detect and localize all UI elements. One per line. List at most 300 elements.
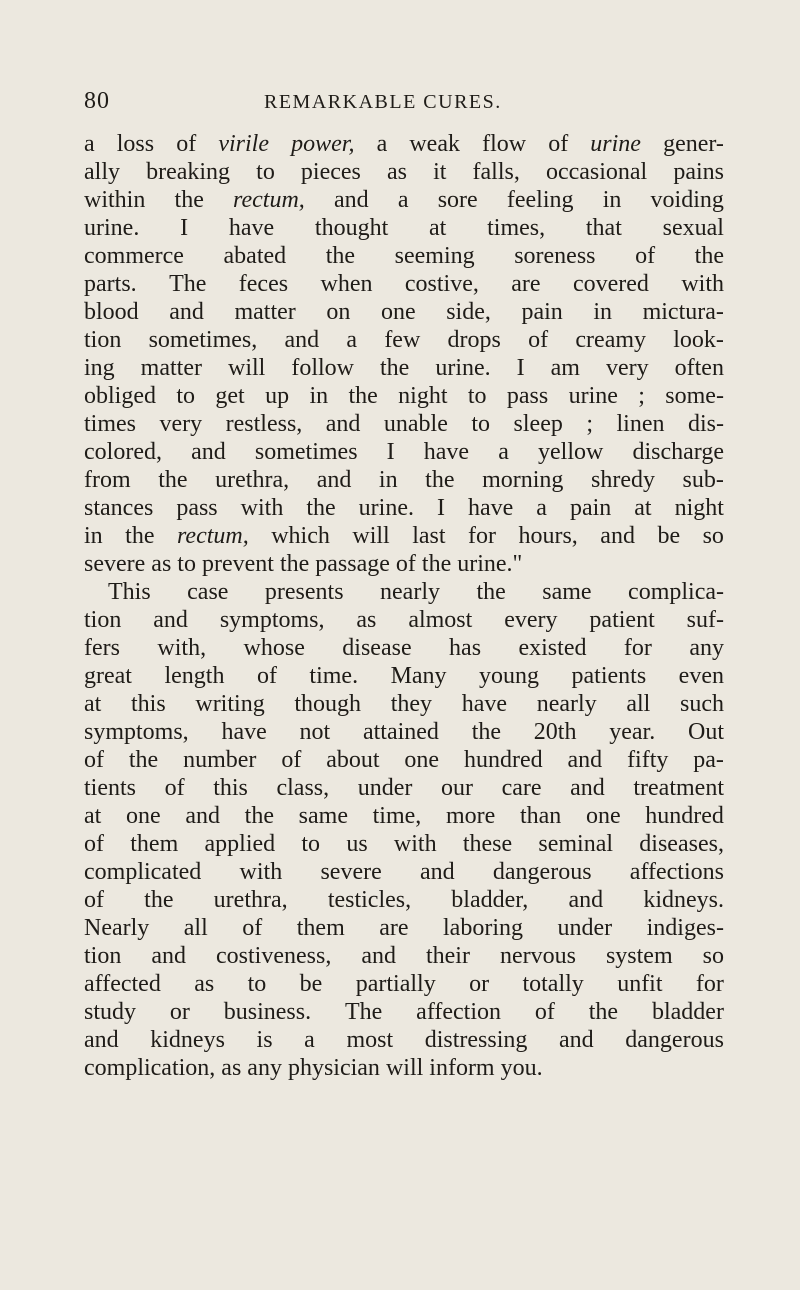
word: a xyxy=(397,187,409,213)
word: under xyxy=(357,775,413,801)
word: and xyxy=(567,747,603,773)
word: the xyxy=(158,467,188,493)
word: kidneys xyxy=(150,1027,225,1053)
word: in xyxy=(309,383,329,409)
word: costive, xyxy=(404,271,479,297)
word: in xyxy=(378,467,398,493)
word: most xyxy=(346,1027,394,1053)
word: for xyxy=(623,635,652,661)
running-title: REMARKABLE CURES. xyxy=(264,91,502,113)
word: a xyxy=(346,327,358,353)
word: up xyxy=(265,383,290,409)
word: have xyxy=(423,439,470,465)
word: of xyxy=(176,131,197,157)
word: last xyxy=(412,523,446,549)
word: same xyxy=(542,579,592,605)
text-line xyxy=(84,662,724,690)
text-line xyxy=(84,242,724,270)
text-line xyxy=(84,914,724,942)
word: have xyxy=(467,495,514,521)
word: severe xyxy=(320,859,382,885)
word: dangerous xyxy=(625,1027,724,1053)
word: times, xyxy=(487,215,546,241)
word: for xyxy=(468,523,496,549)
word: I xyxy=(386,439,395,465)
word: and xyxy=(84,1027,119,1053)
text-line xyxy=(84,158,724,186)
word: them xyxy=(130,831,179,857)
word: writing xyxy=(195,691,265,717)
word: and xyxy=(570,775,605,801)
word: pieces xyxy=(300,159,361,185)
word: as xyxy=(356,607,377,633)
word: dis- xyxy=(687,411,724,437)
page-number: 80 xyxy=(84,88,110,114)
word: symptoms, xyxy=(84,719,189,745)
text-line xyxy=(84,634,724,662)
word: nearly xyxy=(536,691,597,717)
text-line xyxy=(84,214,724,242)
word: class, xyxy=(276,775,330,801)
word: yellow xyxy=(538,439,604,465)
word: to xyxy=(467,383,487,409)
word: number xyxy=(183,747,257,773)
word: year. xyxy=(609,719,656,745)
word: as xyxy=(194,971,215,997)
word: Nearly xyxy=(84,915,150,941)
word: seminal xyxy=(538,831,614,857)
word: be xyxy=(299,971,323,997)
word: physician xyxy=(287,1055,386,1081)
word: Out xyxy=(687,719,724,745)
word: or xyxy=(169,999,190,1025)
word: us xyxy=(346,831,368,857)
text-line xyxy=(84,858,724,886)
word: affections xyxy=(629,859,724,885)
word: the xyxy=(244,803,274,829)
word: at xyxy=(429,215,447,241)
word: at xyxy=(634,495,652,521)
word: study xyxy=(84,999,137,1025)
word: about xyxy=(326,747,380,773)
word: and xyxy=(559,1027,594,1053)
word: matter xyxy=(140,355,202,381)
word: has xyxy=(449,635,482,661)
word: any xyxy=(247,1055,288,1081)
word: occasional xyxy=(545,159,648,185)
word: which xyxy=(271,523,330,549)
word: unable xyxy=(383,411,448,437)
text-line xyxy=(84,746,724,774)
word: have xyxy=(221,719,267,745)
word: and xyxy=(568,887,604,913)
text-line xyxy=(84,410,724,438)
word: to xyxy=(176,383,196,409)
word: have xyxy=(228,215,275,241)
word: treatment xyxy=(633,775,724,801)
word: all xyxy=(626,691,651,717)
word: urine. xyxy=(84,215,140,241)
word: testicles, xyxy=(327,887,412,913)
word: diseases, xyxy=(639,831,724,857)
word: pain xyxy=(521,299,563,325)
word: hours, xyxy=(518,523,578,549)
word: system xyxy=(605,943,673,969)
word: urethra, xyxy=(215,467,290,493)
word: be xyxy=(657,523,681,549)
word: to xyxy=(247,971,267,997)
word: get xyxy=(215,383,245,409)
word: feeling xyxy=(506,187,574,213)
text-line xyxy=(84,550,724,578)
word: in xyxy=(84,523,103,549)
word: the xyxy=(471,719,502,745)
word: passage xyxy=(315,551,396,577)
word: tients xyxy=(84,775,136,801)
word: a xyxy=(376,131,388,157)
word: so xyxy=(702,523,724,549)
word: and xyxy=(361,943,396,969)
word: all xyxy=(183,915,208,941)
word: of xyxy=(84,831,104,857)
word: these xyxy=(462,831,513,857)
word: with xyxy=(239,859,283,885)
word: of xyxy=(548,131,569,157)
word: young xyxy=(479,663,540,689)
word: gener- xyxy=(663,131,724,157)
word: for xyxy=(695,971,724,997)
word: the xyxy=(279,551,316,577)
word: a xyxy=(536,495,547,521)
word: will xyxy=(352,523,390,549)
word: restless, xyxy=(225,411,303,437)
word: drops xyxy=(447,327,501,353)
word: are xyxy=(511,271,541,297)
word: urethra, xyxy=(213,887,288,913)
word: hundred xyxy=(645,803,724,829)
word: a xyxy=(304,1027,315,1053)
word: tion xyxy=(84,327,122,353)
word: colored, xyxy=(84,439,162,465)
word: you. xyxy=(500,1055,543,1081)
word: complicated xyxy=(84,859,202,885)
word: This xyxy=(108,579,151,605)
text-line xyxy=(84,466,724,494)
word: to xyxy=(301,831,321,857)
word: with xyxy=(240,495,284,521)
word: the xyxy=(425,467,455,493)
word: disease xyxy=(342,635,412,661)
word: often xyxy=(674,355,724,381)
word: I xyxy=(436,495,445,521)
word: costiveness, xyxy=(216,943,332,969)
word: and xyxy=(325,411,361,437)
word: affected xyxy=(84,971,161,997)
text-line xyxy=(84,970,724,998)
word: look- xyxy=(673,327,724,353)
word: very xyxy=(159,411,203,437)
text-line xyxy=(84,382,724,410)
word: pass xyxy=(176,495,218,521)
word: urine. xyxy=(358,495,414,521)
word: pass xyxy=(506,383,549,409)
word: and xyxy=(151,943,186,969)
word: pain xyxy=(569,495,612,521)
word: to xyxy=(256,159,275,185)
word: am xyxy=(550,355,580,381)
word: Many xyxy=(390,663,447,689)
word: sleep xyxy=(513,411,563,437)
word: matter xyxy=(234,299,296,325)
word: time. xyxy=(309,663,359,689)
word: urine xyxy=(568,383,618,409)
word: tion xyxy=(84,943,122,969)
text-line xyxy=(84,270,724,298)
text-line xyxy=(84,494,724,522)
word: a xyxy=(498,439,509,465)
word: breaking xyxy=(146,159,231,185)
word: discharge xyxy=(632,439,724,465)
word: pa- xyxy=(693,747,724,773)
word: urine. xyxy=(435,355,491,381)
word: more xyxy=(445,803,496,829)
word: the xyxy=(144,887,174,913)
word: times xyxy=(84,411,136,437)
text-line xyxy=(84,130,724,158)
paragraph-1 xyxy=(84,130,724,578)
text-line xyxy=(84,606,724,634)
word: and xyxy=(169,299,204,325)
word: seeming xyxy=(394,243,475,269)
word: ing xyxy=(84,355,115,381)
word: night xyxy=(674,495,724,521)
word: under xyxy=(557,915,613,941)
text-line xyxy=(84,326,724,354)
word: commerce xyxy=(84,243,184,269)
word: kidneys. xyxy=(643,887,724,913)
paragraph-2 xyxy=(84,578,724,1082)
word: the xyxy=(476,579,506,605)
word: of xyxy=(256,663,277,689)
word: sexual xyxy=(662,215,724,241)
word: totally xyxy=(522,971,584,997)
word: not xyxy=(299,719,331,745)
text-line xyxy=(84,186,724,214)
word: that xyxy=(585,215,622,241)
word: one xyxy=(380,299,416,325)
word: weak xyxy=(409,131,460,157)
word: power, xyxy=(291,131,355,157)
word: dangerous xyxy=(492,859,592,885)
word: the xyxy=(174,187,204,213)
word: or xyxy=(469,971,490,997)
word: sometimes xyxy=(254,439,358,465)
word: length xyxy=(164,663,225,689)
word: bladder, xyxy=(451,887,529,913)
text-line xyxy=(84,998,724,1026)
text-line xyxy=(84,354,724,382)
text-line xyxy=(84,774,724,802)
word: rectum, xyxy=(176,523,249,549)
word: parts. xyxy=(84,271,137,297)
word: ; xyxy=(638,383,645,409)
word: blood xyxy=(84,299,139,325)
word: mictura- xyxy=(642,299,724,325)
word: to xyxy=(471,411,491,437)
word: symptoms, xyxy=(219,607,325,633)
word: linen xyxy=(616,411,665,437)
word: side, xyxy=(446,299,491,325)
word: great xyxy=(84,663,132,689)
word: case xyxy=(187,579,229,605)
word: of xyxy=(242,915,263,941)
word: pains xyxy=(673,159,724,185)
word: prevent xyxy=(201,551,280,577)
word: hundred xyxy=(463,747,543,773)
word: distressing xyxy=(424,1027,528,1053)
word: and xyxy=(153,607,188,633)
text-line xyxy=(84,522,724,550)
word: whose xyxy=(243,635,305,661)
word: one xyxy=(585,803,621,829)
word: in xyxy=(602,187,622,213)
word: ; xyxy=(586,411,593,437)
word: laboring xyxy=(443,915,523,941)
word: the xyxy=(125,523,155,549)
word: patient xyxy=(589,607,655,633)
text-line xyxy=(84,830,724,858)
word: loss xyxy=(116,131,155,157)
word: indiges- xyxy=(646,915,724,941)
word: of xyxy=(84,887,104,913)
word: very xyxy=(605,355,649,381)
word: when xyxy=(320,271,373,297)
word: ally xyxy=(84,159,120,185)
word: their xyxy=(425,943,470,969)
word: feces xyxy=(238,271,289,297)
word: with, xyxy=(157,635,207,661)
word: sub- xyxy=(682,467,724,493)
word: with xyxy=(393,831,437,857)
word: morning xyxy=(482,467,564,493)
word: in xyxy=(593,299,613,325)
word: sore xyxy=(437,187,478,213)
word: same xyxy=(298,803,348,829)
word: obliged xyxy=(84,383,156,409)
word: existed xyxy=(518,635,587,661)
word: stances xyxy=(84,495,154,521)
word: to xyxy=(177,551,202,577)
word: our xyxy=(440,775,473,801)
word: the xyxy=(694,243,724,269)
word: The xyxy=(344,999,383,1025)
text-line xyxy=(84,1026,724,1054)
word: partially xyxy=(355,971,436,997)
word: one xyxy=(126,803,161,829)
word: it xyxy=(433,159,447,185)
word: this xyxy=(131,691,166,717)
word: one xyxy=(404,747,440,773)
word: so xyxy=(702,943,724,969)
word: the xyxy=(421,551,458,577)
word: falls, xyxy=(472,159,520,185)
word: flow xyxy=(482,131,527,157)
word: sometimes, xyxy=(148,327,258,353)
word: bladder xyxy=(651,999,724,1025)
word: voiding xyxy=(650,187,724,213)
word: and xyxy=(185,803,220,829)
word: care xyxy=(501,775,542,801)
word: urine xyxy=(590,131,641,157)
word: of xyxy=(164,775,185,801)
word: severe xyxy=(84,551,152,577)
word: of xyxy=(528,327,549,353)
word: complica- xyxy=(628,579,724,605)
word: night xyxy=(398,383,448,409)
word: applied xyxy=(204,831,276,857)
word: and xyxy=(420,859,455,885)
word: complication, xyxy=(84,1055,222,1081)
text-line xyxy=(84,942,724,970)
word: tion xyxy=(84,607,122,633)
text-line xyxy=(84,438,724,466)
word: and xyxy=(600,523,635,549)
word: of xyxy=(281,747,302,773)
word: are xyxy=(379,915,409,941)
word: presents xyxy=(264,579,344,605)
word: than xyxy=(519,803,562,829)
word: though xyxy=(294,691,362,717)
word: nervous xyxy=(499,943,576,969)
word: at xyxy=(84,803,102,829)
word: creamy xyxy=(575,327,647,353)
word: rectum, xyxy=(233,187,305,213)
word: of xyxy=(534,999,555,1025)
word: the xyxy=(380,355,410,381)
word: on xyxy=(326,299,351,325)
word: thought xyxy=(314,215,389,241)
word: time, xyxy=(372,803,422,829)
word: as xyxy=(221,1055,248,1081)
word: as xyxy=(151,551,178,577)
text-line xyxy=(84,578,724,606)
word: and xyxy=(316,467,352,493)
word: with xyxy=(681,271,724,297)
word: shredy xyxy=(590,467,655,493)
word: soreness xyxy=(514,243,596,269)
word: follow xyxy=(291,355,354,381)
word: from xyxy=(84,467,131,493)
word: inform xyxy=(429,1055,501,1081)
word: The xyxy=(169,271,207,297)
word: abated xyxy=(223,243,287,269)
word: some- xyxy=(665,383,724,409)
text-line xyxy=(84,718,724,746)
word: them xyxy=(296,915,345,941)
word: affection xyxy=(416,999,502,1025)
word: a xyxy=(84,131,95,157)
text-line xyxy=(84,690,724,718)
word: attained xyxy=(362,719,439,745)
word: within xyxy=(84,187,146,213)
word: even xyxy=(678,663,724,689)
word: and xyxy=(284,327,320,353)
word: unfit xyxy=(617,971,663,997)
word: will xyxy=(385,1055,430,1081)
word: virile xyxy=(218,131,269,157)
word: few xyxy=(384,327,421,353)
word: of xyxy=(395,551,422,577)
